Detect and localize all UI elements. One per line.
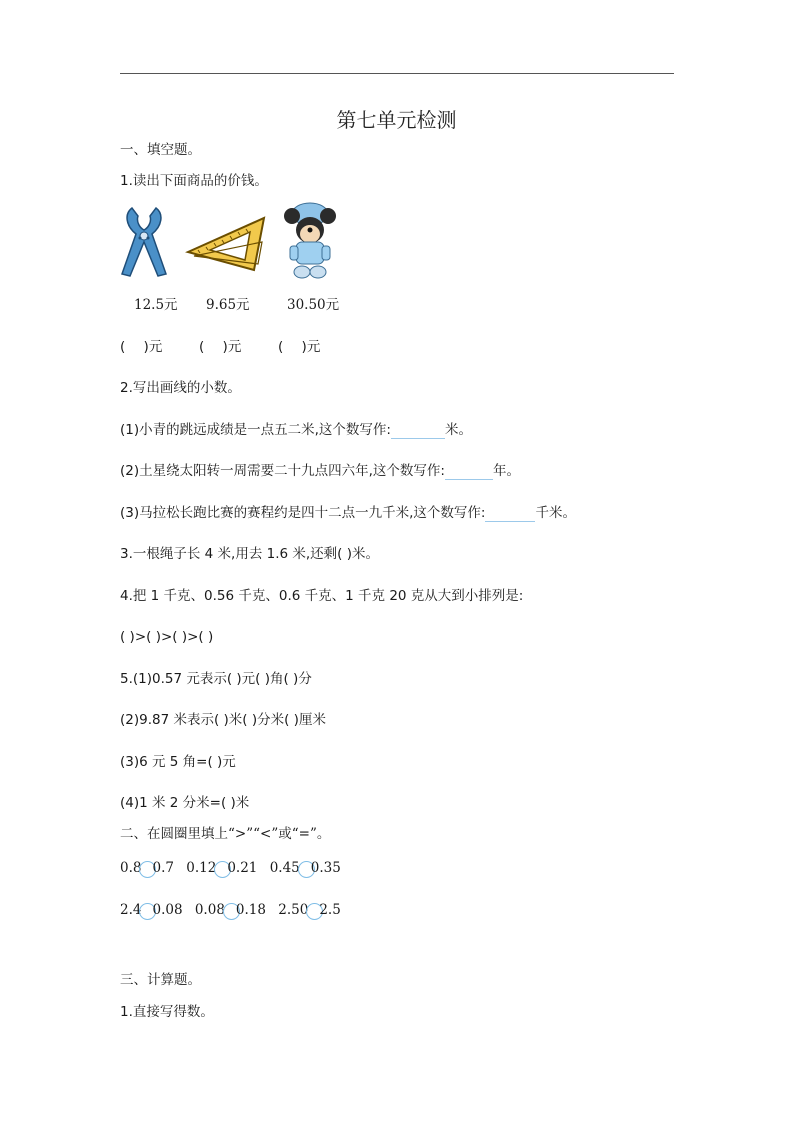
q2-item-1-text: (1)小青的跳远成绩是一点五二米,这个数写作:	[120, 422, 391, 438]
section1-heading: 一、填空题。	[120, 142, 201, 158]
compare-left: 0.8	[120, 860, 142, 876]
compare-left: 0.45	[269, 860, 300, 876]
q2-item-3-blank[interactable]	[485, 507, 535, 522]
q2-item-3-text: (3)马拉松长跑比赛的赛程约是四十二点一九千米,这个数写作:	[120, 505, 486, 521]
compare-left: 2.4	[120, 902, 142, 918]
compare-left: 2.50	[278, 902, 309, 918]
triangle-ruler-icon	[184, 212, 270, 274]
price-2: 9.65元	[206, 297, 250, 313]
pliers-icon	[116, 202, 176, 280]
q5-part-4: (4)1 米 2 分米=( )米	[120, 795, 250, 811]
q5-part-1: 5.(1)0.57 元表示( )元( )角( )分	[120, 671, 312, 687]
price-answer-3: ( )元	[278, 339, 321, 355]
q2-item-3-unit: 千米。	[535, 505, 576, 521]
q4-order: ( )>( )>( )>( )	[120, 629, 214, 645]
calc-q1-stem: 1.直接写得数。	[120, 1004, 214, 1020]
q4-stem: 4.把 1 千克、0.56 千克、0.6 千克、1 千克 20 克从大到小排列是:	[120, 588, 524, 604]
price-answer-1: ( )元	[120, 339, 163, 355]
q2-item-1-unit: 米。	[444, 422, 472, 438]
q3: 3.一根绳子长 4 米,用去 1.6 米,还剩( )米。	[120, 546, 380, 562]
compare-left: 0.12	[186, 860, 217, 876]
q5-part-2: (2)9.87 米表示( )米( )分米( )厘米	[120, 712, 326, 728]
compare-row-1	[120, 859, 341, 878]
compare-left: 0.08	[194, 902, 225, 918]
q2-item-1	[120, 421, 472, 439]
q1-stem: 1.读出下面商品的价钱。	[120, 173, 268, 189]
compare-right: 0.7	[152, 860, 174, 876]
q2-stem: 2.写出画线的小数。	[120, 380, 241, 396]
price-3: 30.50元	[287, 297, 340, 313]
header-rule	[120, 73, 674, 74]
compare-right: 0.35	[310, 860, 341, 876]
compare-right: 0.21	[227, 860, 258, 876]
q2-item-2-text: (2)土星绕太阳转一周需要二十九点四六年,这个数写作:	[120, 463, 445, 479]
plush-toy-icon	[278, 200, 342, 282]
product-pictures	[116, 200, 366, 284]
page-title: 第七单元检测	[336, 108, 457, 132]
section3-heading: 三、计算题。	[120, 972, 201, 988]
compare-right: 0.08	[152, 902, 183, 918]
q2-item-2-unit: 年。	[492, 463, 520, 479]
price-answer-2: ( )元	[199, 339, 242, 355]
q5-part-3: (3)6 元 5 角=( )元	[120, 754, 236, 770]
q2-item-2	[120, 462, 520, 480]
compare-right: 0.18	[235, 902, 266, 918]
q2-item-1-blank[interactable]	[391, 424, 445, 439]
price-1: 12.5元	[134, 297, 178, 313]
compare-row-2	[120, 901, 341, 920]
compare-right: 2.5	[319, 902, 341, 918]
q2-item-2-blank[interactable]	[445, 465, 493, 480]
q2-item-3	[120, 504, 576, 522]
section2-heading: 二、在圆圈里填上“>”“<”或“=”。	[120, 826, 331, 842]
